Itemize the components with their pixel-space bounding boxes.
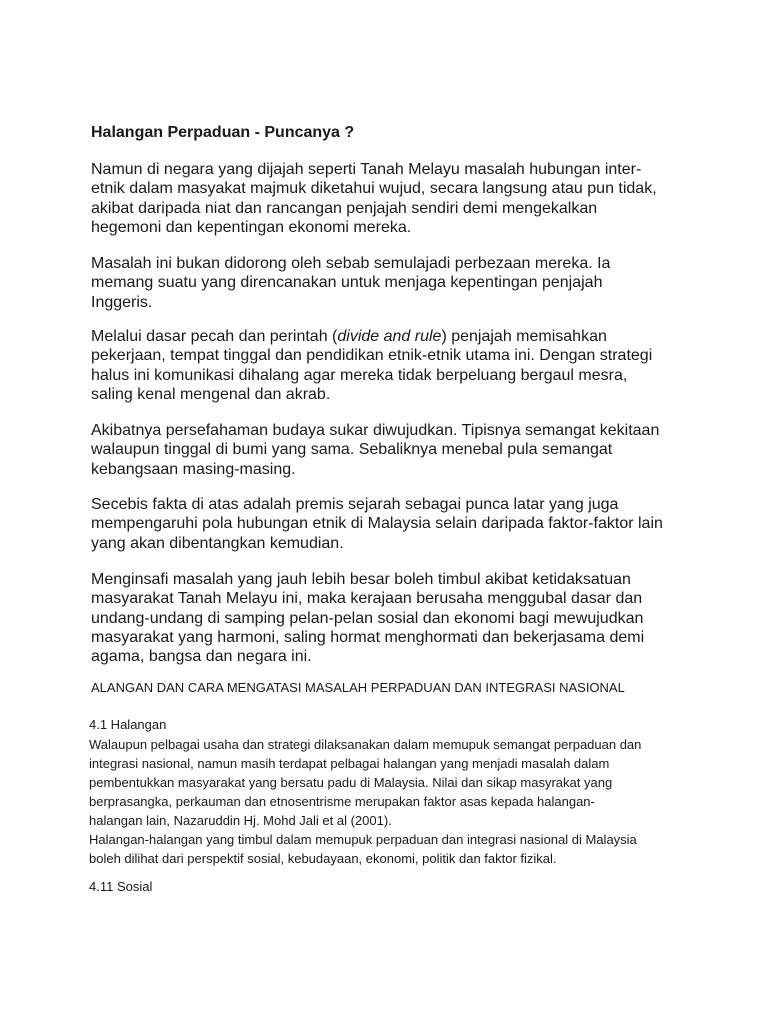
text-line: Namun di negara yang dijajah seperti Tanah Melayu masalah hubungan inter- xyxy=(91,161,642,178)
paragraph-5 xyxy=(91,495,691,553)
text-line: boleh dilihat dari perspektif sosial, kebudayaan, ekonomi, politik dan faktor fizikal. xyxy=(89,851,557,866)
text-line: memang suatu yang direncanakan untuk menjaga kepentingan penjajah xyxy=(91,274,603,292)
paragraph-4 xyxy=(91,421,691,479)
text-line: Inggeris. xyxy=(91,293,153,311)
text-line: Masalah ini bukan didorong oleh sebab semulajadi perbezaan mereka. Ia xyxy=(91,255,611,272)
text-line: masyarakat Tanah Melayu ini, maka kerajaan berusaha menggubal dasar dan xyxy=(91,590,643,608)
text-line: akibat daripada niat dan rancangan penjajah sendiri demi mengekalkan xyxy=(91,199,598,217)
text-line: halangan lain, Nazaruddin Hj. Mohd Jali et al (2001). xyxy=(89,813,392,828)
text-line: undang-undang di samping pelan-pelan sosial dan ekonomi bagi mewujudkan xyxy=(91,609,644,627)
text-line: Secebis fakta di atas adalah premis sejarah sebagai punca latar yang juga xyxy=(91,496,619,513)
text-line: masyarakat yang harmoni, saling hormat menghormati dan bekerjasama demi xyxy=(91,628,645,646)
text-run: Melalui dasar pecah dan perintah ( xyxy=(91,328,338,345)
text-run: ) penjajah memisahkan xyxy=(441,328,607,345)
text-line: Menginsafi masalah yang jauh lebih besar boleh timbul akibat ketidaksatuan xyxy=(91,571,631,588)
paragraph-3 xyxy=(91,327,691,404)
text-line: pembentukkan masyarakat yang bersatu padu di Malaysia. Nilai dan sikap masyrakat yang xyxy=(89,775,613,790)
text-line xyxy=(91,327,691,346)
text-line: Halangan-halangan yang timbul dalam memupuk perpaduan dan integrasi nasional di Malaysia xyxy=(89,832,637,847)
text-line: kebangsaan masing-masing. xyxy=(91,460,296,478)
section-title: ALANGAN DAN CARA MENGATASI MASALAH PERPADUAN DAN INTEGRASI NASIONAL xyxy=(91,680,625,695)
subsection-title-social: 4.11 Sosial xyxy=(89,879,153,894)
text-line: halus ini komunikasi dihalang agar mereka tidak berpeluang bergaul mesra, xyxy=(91,366,628,384)
text-line: etnik dalam masyakat majmuk diketahui wujud, secara langsung atau pun tidak, xyxy=(91,180,657,198)
text-line: hegemoni dan kepentingan ekonomi mereka. xyxy=(91,218,412,236)
text-line: pekerjaan, tempat tinggal dan pendidikan etnik-etnik utama ini. Dengan strategi xyxy=(91,347,653,365)
text-line: mempengaruhi pola hubungan etnik di Malaysia selain daripada faktor-faktor lain xyxy=(91,515,663,533)
text-line: Walaupun pelbagai usaha dan strategi dilaksanakan dalam memupuk semangat perpaduan dan xyxy=(89,737,642,752)
paragraph-6 xyxy=(91,570,691,666)
document-heading: Halangan Perpaduan - Puncanya ? xyxy=(91,124,355,141)
text-line: walaupun tinggal di bumi yang sama. Sebaliknya menebal pula semangat xyxy=(91,441,613,459)
text-line: saling kenal mengenal dan akrab. xyxy=(91,385,331,403)
paragraph-7 xyxy=(89,735,729,868)
subsection-title: 4.1 Halangan xyxy=(89,717,167,732)
text-line: yang akan dibentangkan kemudian. xyxy=(91,534,344,552)
text-line: integrasi nasional, namun masih terdapat pelbagai halangan yang menjadi masalah dalam xyxy=(89,756,610,771)
italic-term: divide and rule xyxy=(337,328,442,345)
text-line: berprasangka, perkauman dan etnosentrisme merupakan faktor asas kepada halangan- xyxy=(89,794,595,809)
text-line: agama, bangsa dan negara ini. xyxy=(91,648,312,666)
paragraph-2 xyxy=(91,254,691,312)
paragraph-1 xyxy=(91,160,691,237)
text-line: Akibatnya persefahaman budaya sukar diwujudkan. Tipisnya semangat kekitaan xyxy=(91,422,660,439)
